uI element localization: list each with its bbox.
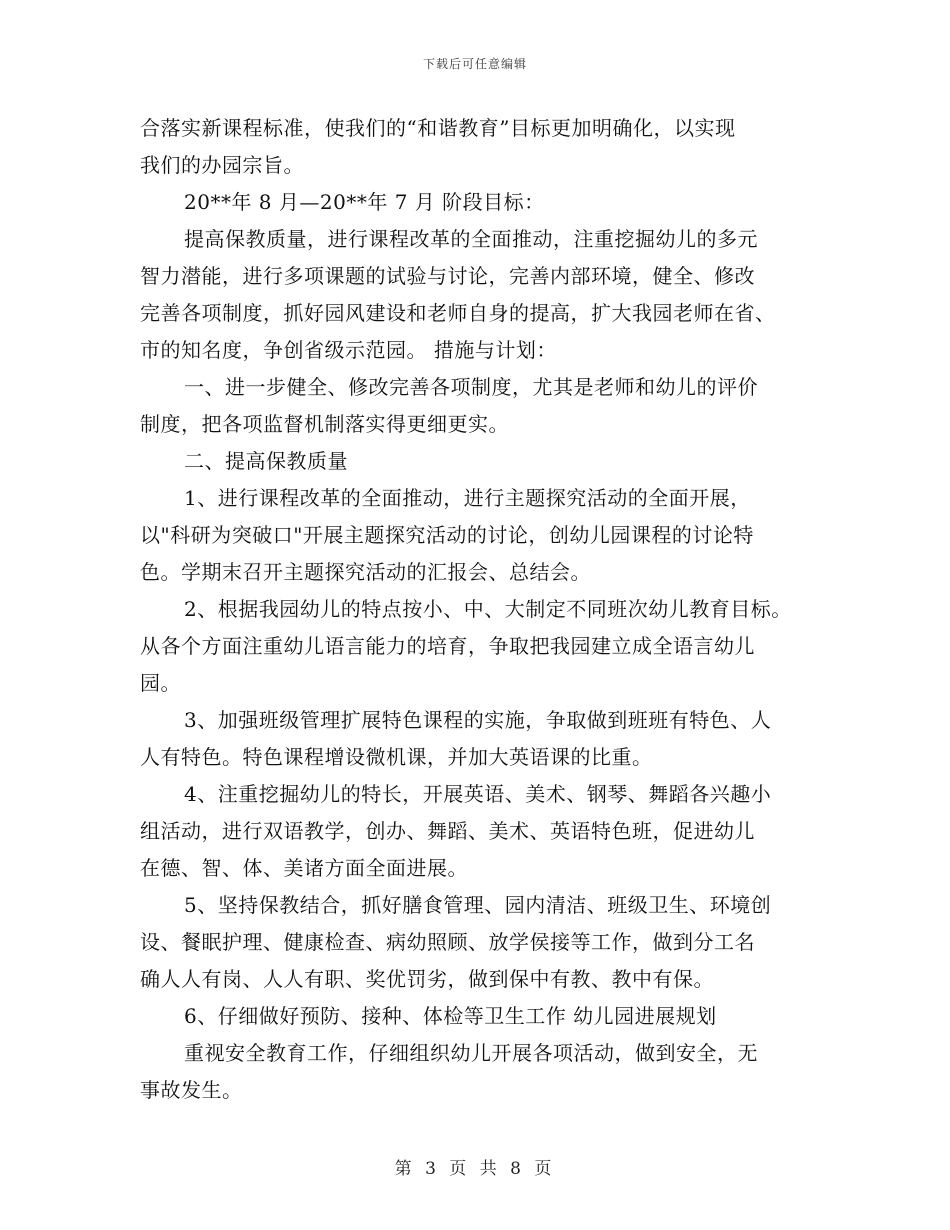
text-line: 组活动，进行双语教学，创办、舞蹈、美术、英语特色班，促进幼儿 (140, 819, 755, 843)
text-line: 合落实新课程标准，使我们的“和谐教育”目标更加明确化，以实现 (140, 116, 736, 140)
text-line: 20**年 8 月—20**年 7 月 阶段目标： (184, 190, 545, 214)
text-line: 5、坚持保教结合，抓好膳食管理、园内清洁、班级卫生、环境创 (184, 893, 772, 917)
text-line: 我们的办园宗旨。 (140, 153, 304, 177)
page-header-note: 下载后可任意编辑 (422, 57, 527, 71)
text-line: 色。学期末召开主题探究活动的汇报会、总结会。 (140, 560, 591, 584)
text-line: 重视安全教育工作，仔细组织幼儿开展各项活动，做到安全，无 (184, 1041, 758, 1065)
text-line: 二、提高保教质量 (184, 449, 348, 473)
text-line: 园。 (140, 671, 181, 695)
text-line: 3、加强班级管理扩展特色课程的实施，争取做到班班有特色、人 (184, 708, 772, 732)
page-number-footer: 第 3 页 共 8 页 (394, 1159, 556, 1179)
text-line: 设、餐眠护理、健康检查、病幼照顾、放学侯接等工作，做到分工名 (140, 930, 755, 954)
text-line: 在德、智、体、美诸方面全面进展。 (140, 856, 468, 880)
text-line: 以"科研为突破口"开展主题探究活动的讨论，创幼儿园课程的讨论特 (140, 523, 754, 547)
text-line: 提高保教质量，进行课程改革的全面推动，注重挖掘幼儿的多元 (184, 227, 758, 251)
text-line: 4、注重挖掘幼儿的特长，开展英语、美术、钢琴、舞蹈各兴趣小 (184, 782, 772, 806)
text-line: 1、进行课程改革的全面推动，进行主题探究活动的全面开展， (184, 486, 751, 510)
text-line: 人有特色。特色课程增设微机课，并加大英语课的比重。 (140, 745, 653, 769)
text-line: 6、仔细做好预防、接种、体检等卫生工作 幼儿园进展规划 (184, 1004, 717, 1028)
text-line: 从各个方面注重幼儿语言能力的培育，争取把我园建立成全语言幼儿 (140, 634, 755, 658)
text-line: 智力潜能，进行多项课题的试验与讨论，完善内部环境，健全、修改 (140, 264, 755, 288)
text-line: 制度，把各项监督机制落实得更细更实。 (140, 412, 509, 436)
text-line: 确人人有岗、人人有职、奖优罚劣，做到保中有教、教中有保。 (140, 967, 714, 991)
text-line: 一、进一步健全、修改完善各项制度，尤其是老师和幼儿的评价 (184, 375, 758, 399)
text-line: 完善各项制度，抓好园风建设和老师自身的提高，扩大我园老师在省、 (140, 301, 776, 325)
text-line: 2、根据我园幼儿的特点按小、中、大制定不同班次幼儿教育目标。 (184, 597, 792, 621)
text-line: 市的知名度，争创省级示范园。 措施与计划： (140, 338, 557, 362)
document-body (140, 110, 830, 1109)
text-line: 事故发生。 (140, 1078, 243, 1102)
